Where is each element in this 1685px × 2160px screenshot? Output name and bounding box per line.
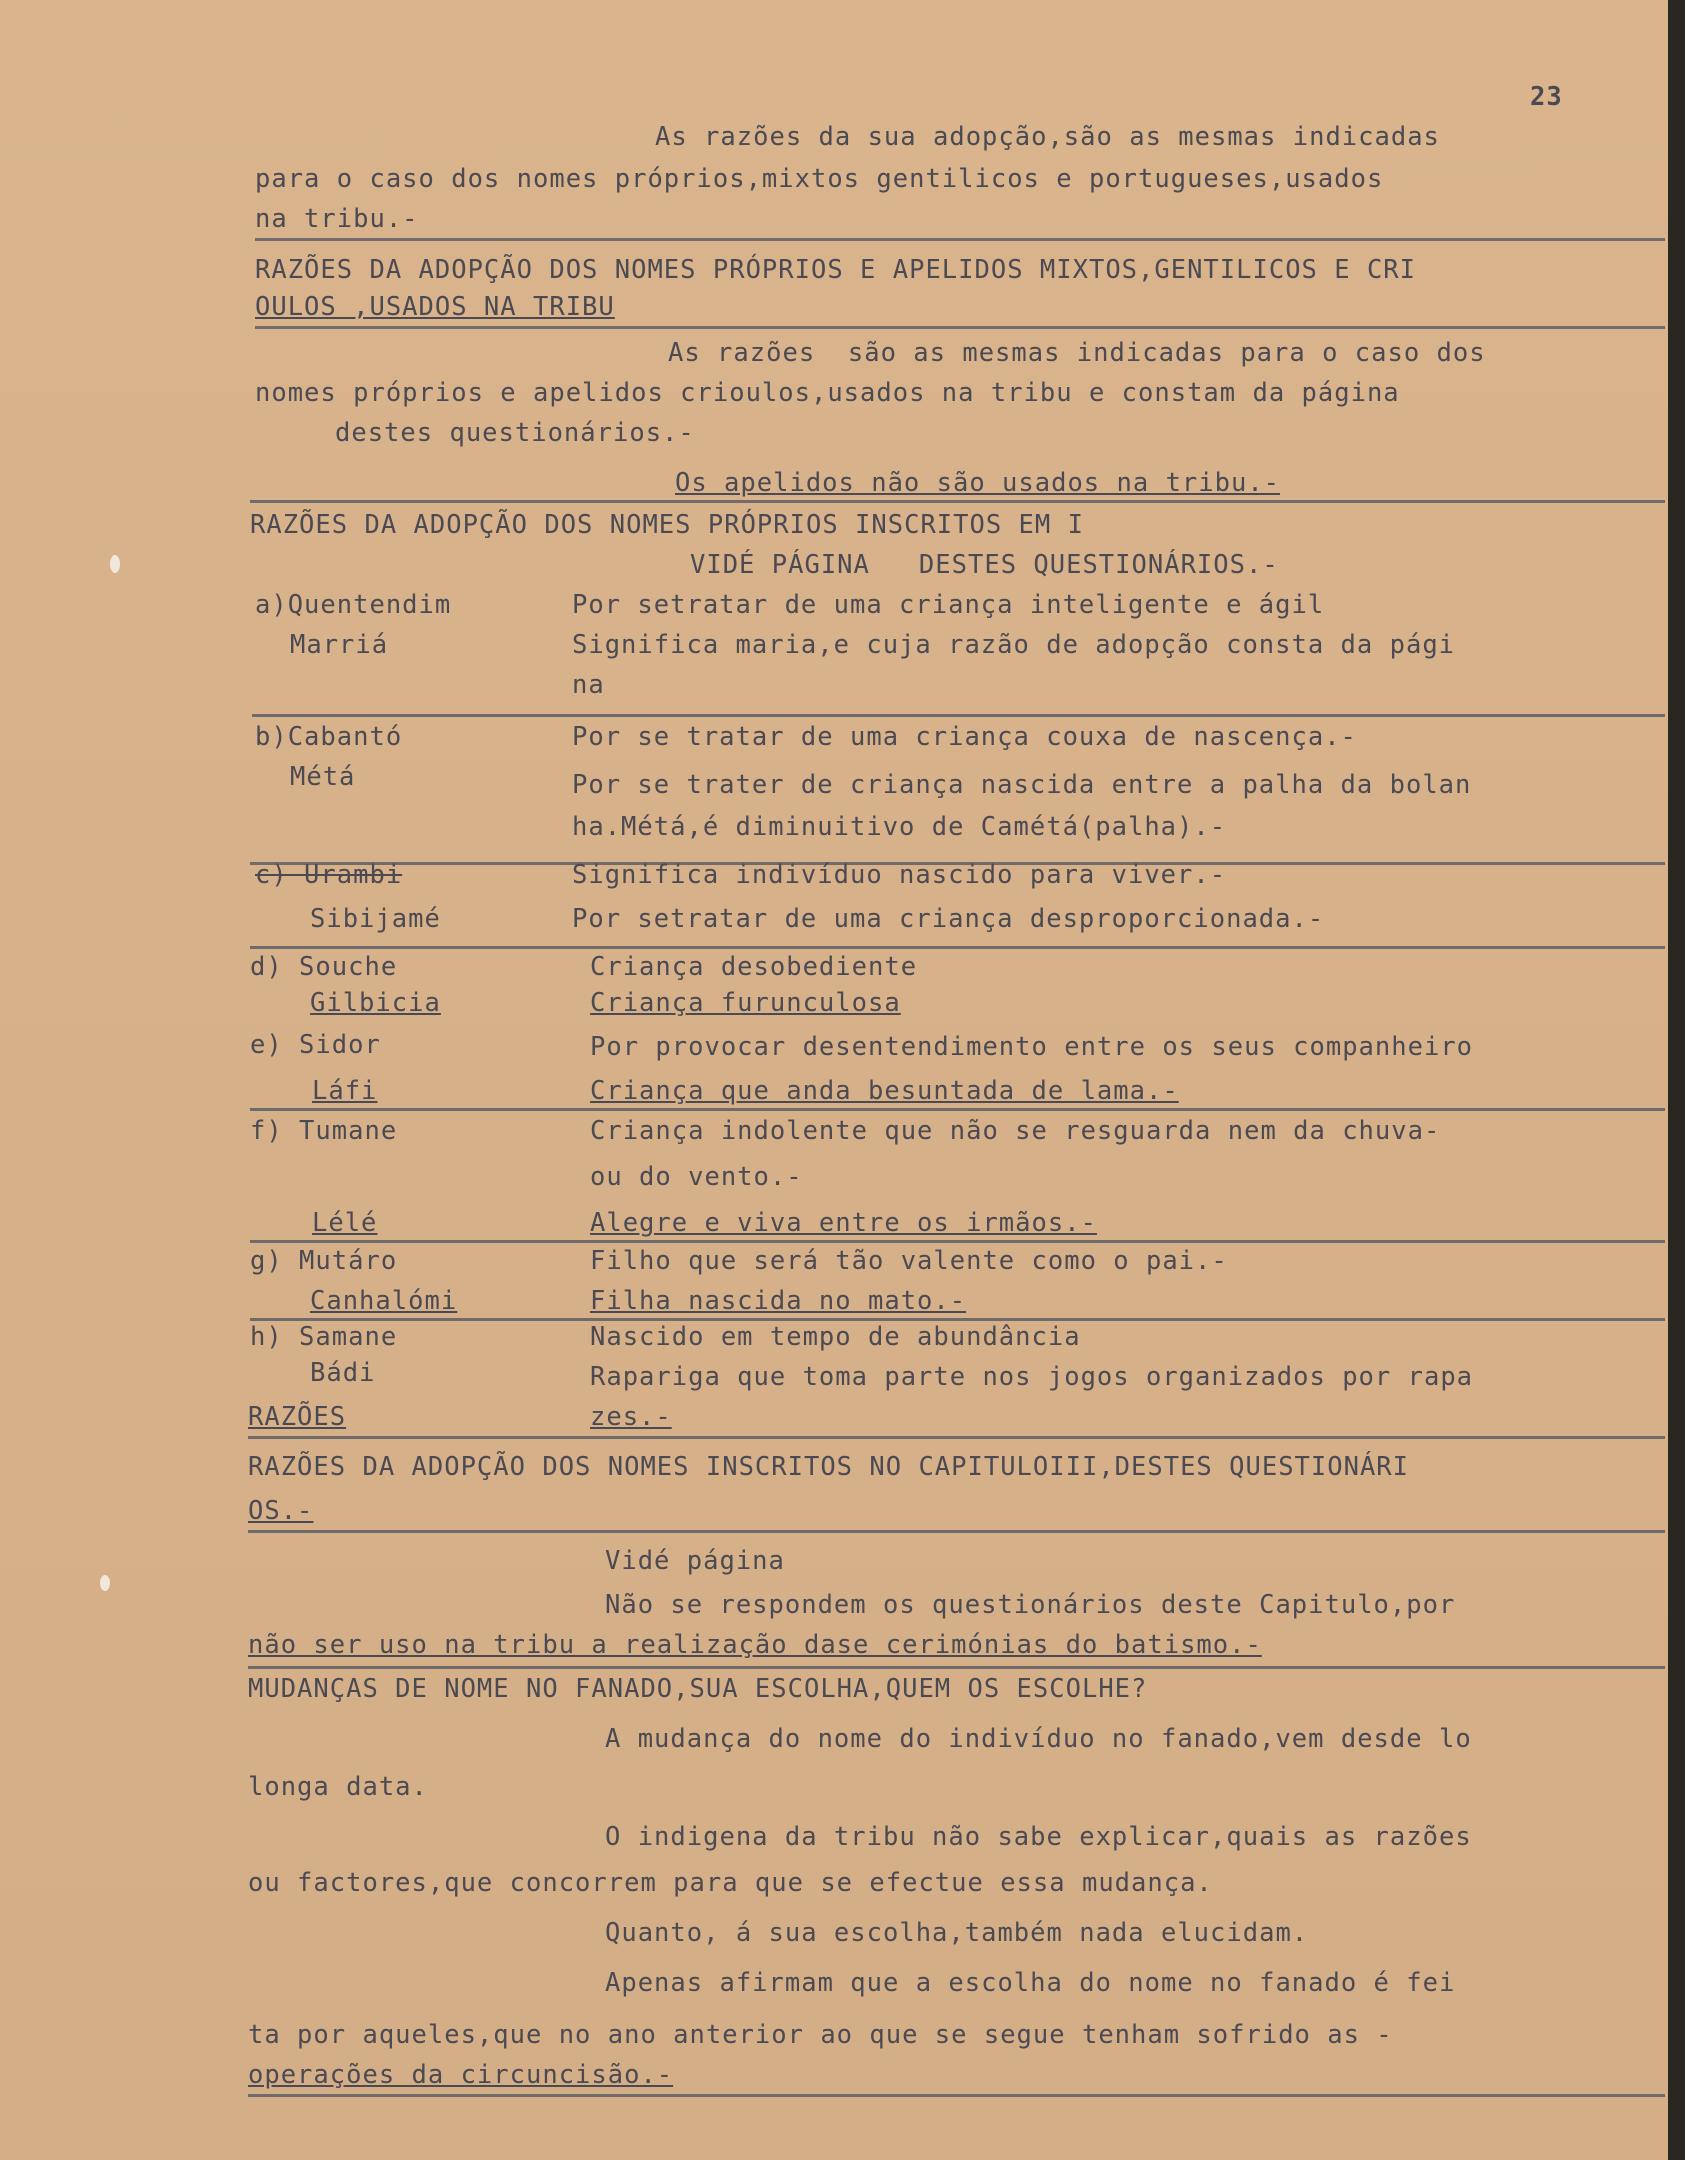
name-meaning: na: [572, 670, 605, 700]
name-meaning: Por setratar de uma criança desproporcionada.-: [572, 904, 1325, 934]
note-line: Os apelidos não são usados na tribu.-: [675, 468, 1281, 498]
paragraph-line: Vidé página: [605, 1546, 785, 1576]
name-entry: e) Sidor: [250, 1030, 381, 1060]
name-meaning: Filho que será tão valente como o pai.-: [590, 1246, 1228, 1276]
name-meaning: Criança indolente que não se resguarda nem da chuva-: [590, 1116, 1441, 1146]
name-entry: a)Quentendim: [255, 590, 452, 620]
paragraph-line: destes questionários.-: [335, 418, 695, 448]
name-meaning: Significa maria,e cuja razão de adopção consta da pági: [572, 630, 1456, 660]
name-entry: c) Urambi: [255, 860, 403, 890]
name-meaning: Alegre e viva entre os irmãos.-: [590, 1208, 1097, 1238]
section-heading: MUDANÇAS DE NOME NO FANADO,SUA ESCOLHA,QUEM OS ESCOLHE?: [248, 1674, 1148, 1704]
name-meaning: Significa indivíduo nascido para viver.-: [572, 860, 1227, 890]
paragraph-line: longa data.: [248, 1772, 428, 1802]
name-meaning: Criança que anda besuntada de lama.-: [590, 1076, 1179, 1106]
section-heading: RAZÕES DA ADOPÇÃO DOS NOMES PRÓPRIOS INSCRITOS EM I: [250, 510, 1084, 540]
name-meaning: Por se tratar de uma criança couxa de nascença.-: [572, 722, 1357, 752]
divider: [255, 238, 1665, 241]
name-meaning: ou do vento.-: [590, 1162, 803, 1192]
divider: [248, 1666, 1665, 1669]
name-meaning: zes.-: [590, 1402, 672, 1432]
name-entry: b)Cabantó: [255, 722, 403, 752]
divider: [250, 1318, 1665, 1321]
divider: [248, 1530, 1665, 1533]
paragraph-line: As razões são as mesmas indicadas para o caso dos: [668, 338, 1486, 368]
divider: [250, 500, 1665, 503]
divider: [248, 1436, 1665, 1439]
binder-hole: [110, 555, 120, 573]
paragraph-line: operações da circuncisão.-: [248, 2060, 674, 2090]
name-entry: g) Mutáro: [250, 1246, 398, 1276]
divider: [255, 326, 1665, 329]
name-entry: d) Souche: [250, 952, 398, 982]
divider: [250, 946, 1665, 949]
name-entry: Gilbicia: [310, 988, 441, 1018]
divider: [252, 714, 1665, 717]
paragraph-line: Quanto, á sua escolha,também nada elucidam.: [605, 1918, 1309, 1948]
name-meaning: Criança desobediente: [590, 952, 918, 982]
section-subheading: VIDÉ PÁGINA DESTES QUESTIONÁRIOS.-: [690, 550, 1279, 580]
stray-word: RAZÕES: [248, 1402, 347, 1432]
paragraph-line: ou factores,que concorrem para que se efectue essa mudança.: [248, 1868, 1213, 1898]
page-number: 23: [1530, 82, 1563, 112]
section-heading: OS.-: [248, 1496, 314, 1526]
paragraph-line: Não se respondem os questionários deste Capitulo,por: [605, 1590, 1456, 1620]
intro-line-2: para o caso dos nomes próprios,mixtos gentilicos e portugueses,usados: [255, 164, 1384, 194]
paragraph-line: nomes próprios e apelidos crioulos,usados na tribu e constam da página: [255, 378, 1400, 408]
divider: [248, 2094, 1665, 2097]
divider: [250, 1240, 1665, 1243]
name-meaning: Por se trater de criança nascida entre a palha da bolan: [572, 770, 1472, 800]
name-entry: Marriá: [290, 630, 389, 660]
divider: [250, 1108, 1665, 1111]
paragraph-line: não ser uso na tribu a realização dase cerimónias do batismo.-: [248, 1630, 1262, 1660]
name-meaning: Rapariga que toma parte nos jogos organizados por rapa: [590, 1362, 1474, 1392]
name-entry: Canhalómi: [310, 1286, 458, 1316]
name-entry: Métá: [290, 762, 356, 792]
intro-line-3: na tribu.-: [255, 204, 419, 234]
paragraph-line: Apenas afirmam que a escolha do nome no fanado é fei: [605, 1968, 1456, 1998]
name-meaning: Nascido em tempo de abundância: [590, 1322, 1081, 1352]
paragraph-line: A mudança do nome do indivíduo no fanado,vem desde lo: [605, 1724, 1472, 1754]
name-entry: Lélé: [312, 1208, 378, 1238]
name-meaning: Por setratar de uma criança inteligente e ágil: [572, 590, 1325, 620]
intro-line-1: As razões da sua adopção,são as mesmas indicadas: [655, 122, 1440, 152]
name-meaning: ha.Métá,é diminuitivo de Camétá(palha).-: [572, 812, 1227, 842]
name-entry: Bádi: [310, 1358, 376, 1388]
section-heading: OULOS ,USADOS NA TRIBU: [255, 292, 615, 322]
paragraph-line: ta por aqueles,que no ano anterior ao que se segue tenham sofrido as -: [248, 2020, 1393, 2050]
binder-hole: [100, 1575, 110, 1591]
name-entry: Láfi: [312, 1076, 378, 1106]
name-entry: f) Tumane: [250, 1116, 398, 1146]
name-meaning: Filha nascida no mato.-: [590, 1286, 967, 1316]
name-entry: Sibijamé: [310, 904, 441, 934]
name-meaning: Por provocar desentendimento entre os seus companheiro: [590, 1032, 1474, 1062]
section-heading: RAZÕES DA ADOPÇÃO DOS NOMES INSCRITOS NO CAPITULOIII,DESTES QUESTIONÁRI: [248, 1452, 1410, 1482]
section-heading: RAZÕES DA ADOPÇÃO DOS NOMES PRÓPRIOS E APELIDOS MIXTOS,GENTILICOS E CRI: [255, 255, 1417, 285]
name-meaning: Criança furunculosa: [590, 988, 901, 1018]
name-entry: h) Samane: [250, 1322, 398, 1352]
paragraph-line: O indigena da tribu não sabe explicar,quais as razões: [605, 1822, 1472, 1852]
